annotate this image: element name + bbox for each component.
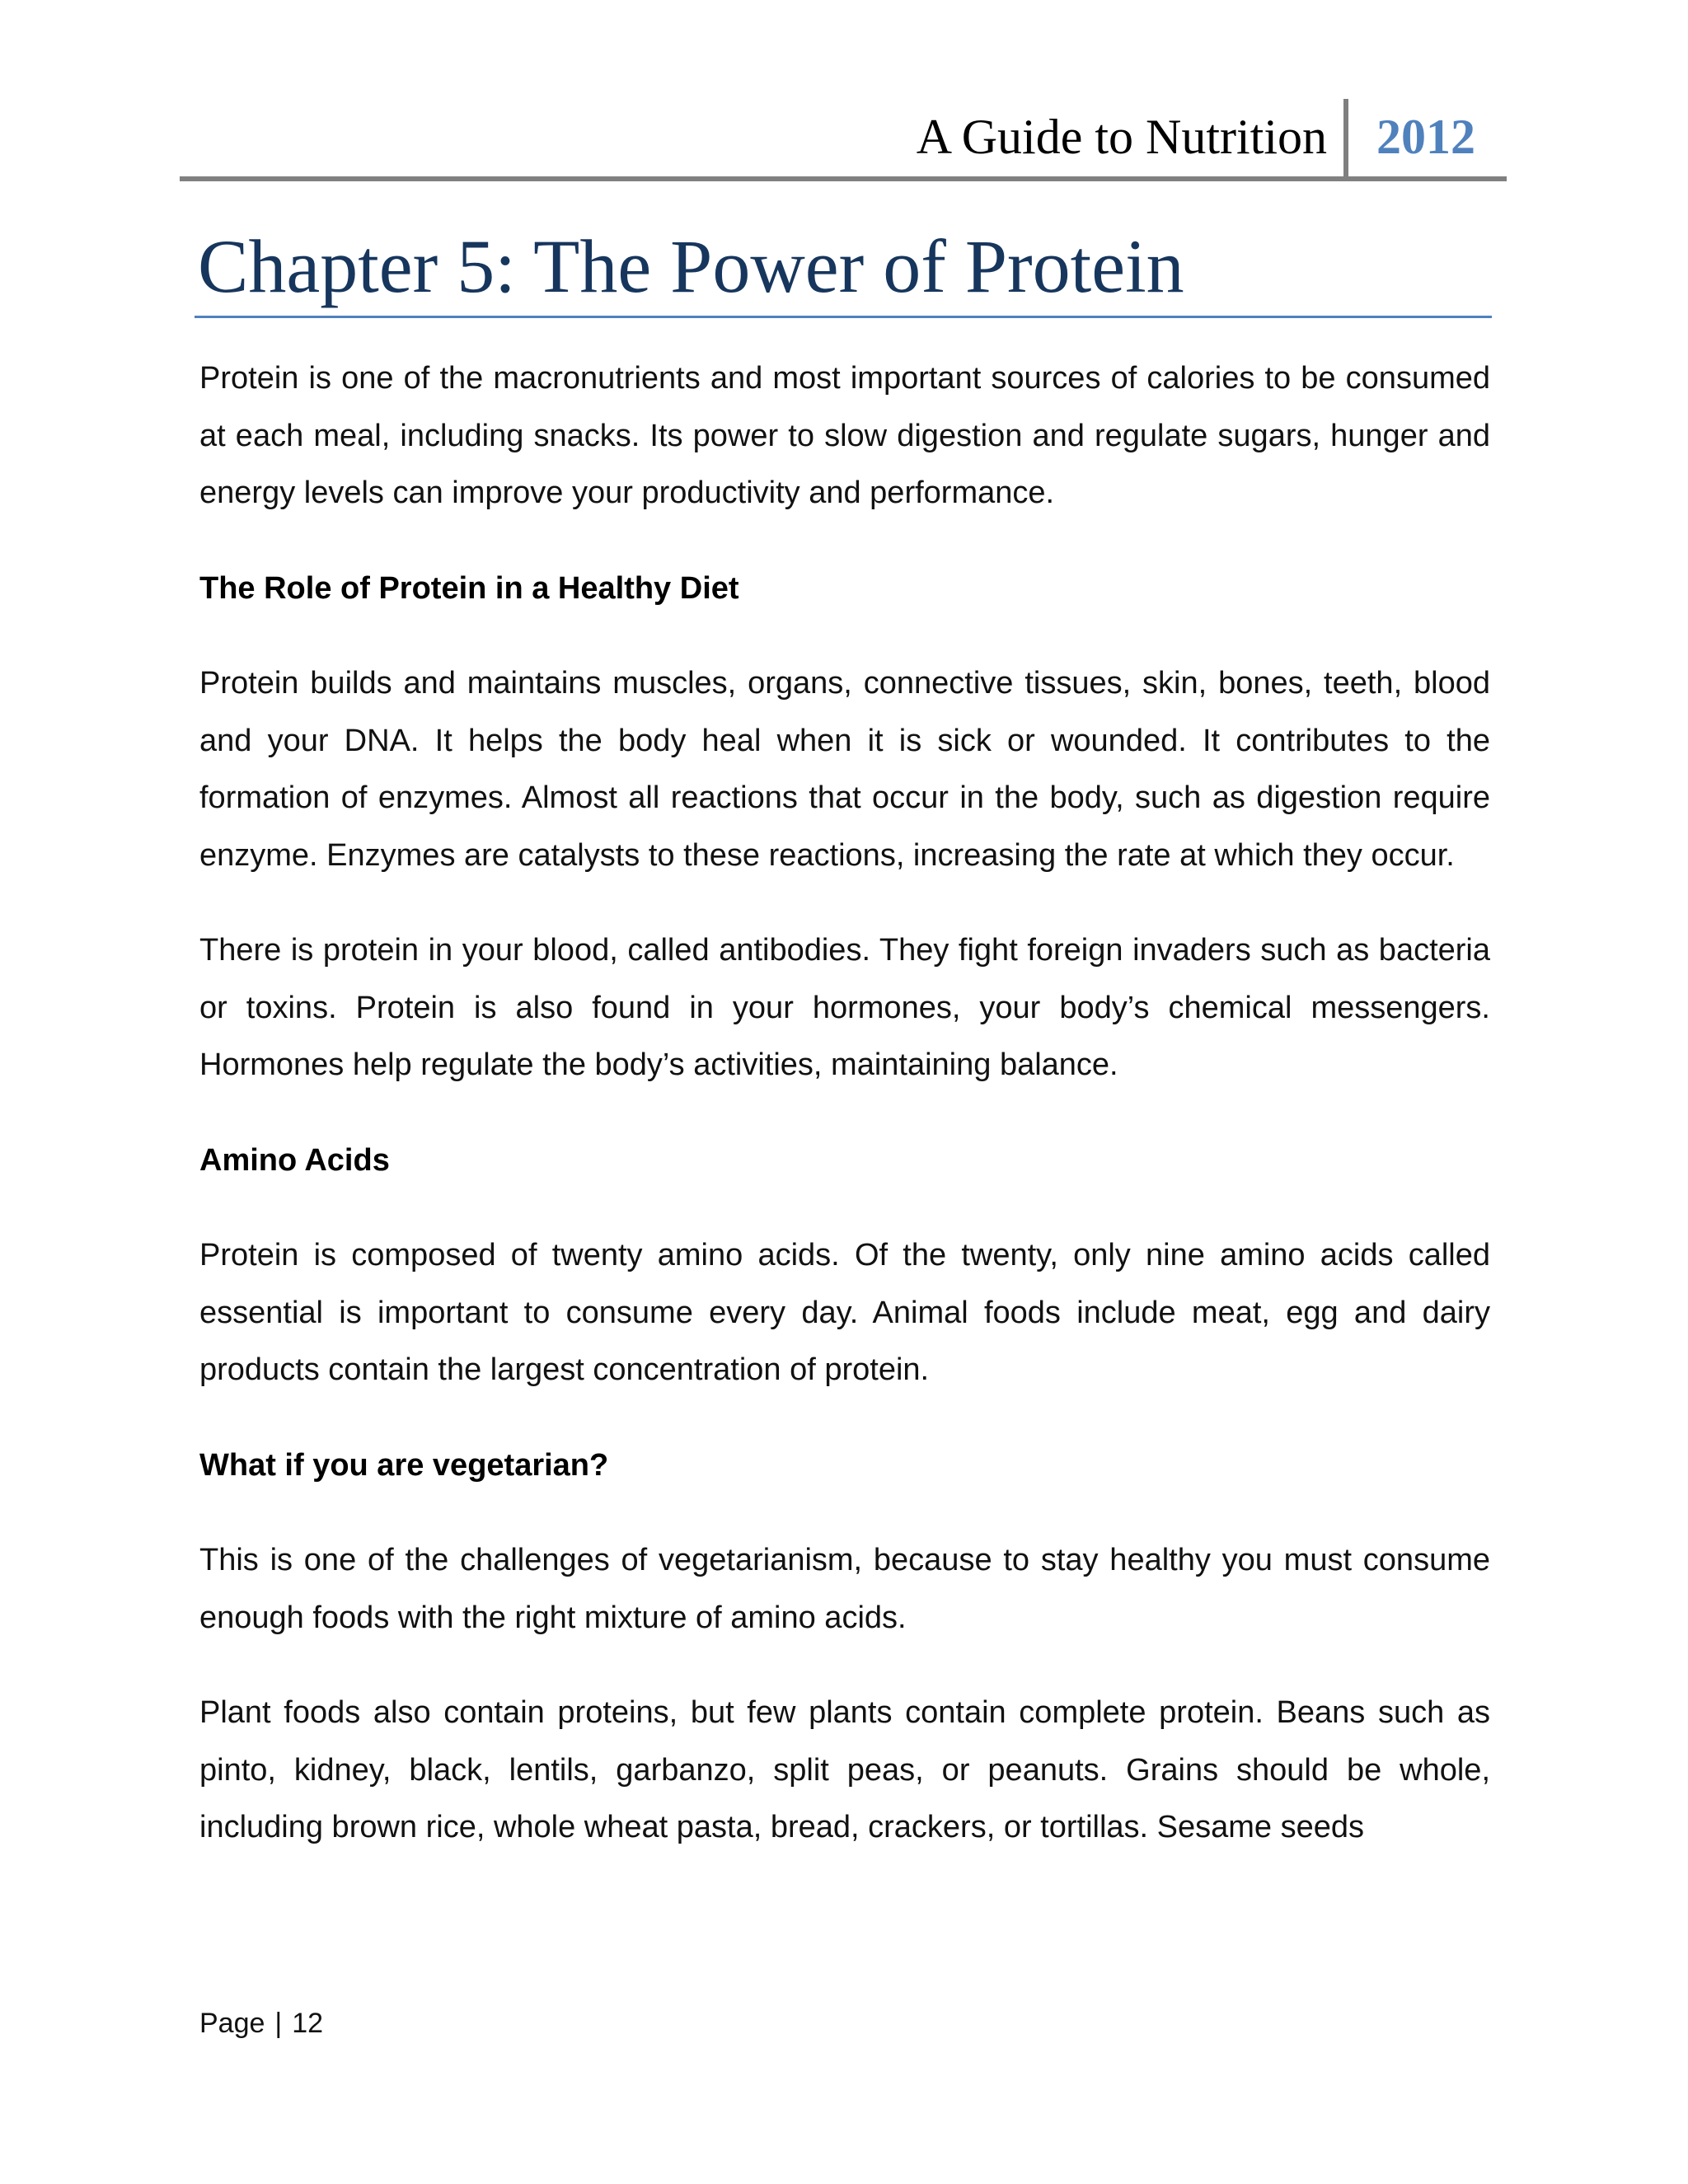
intro-paragraph: Protein is one of the macronutrients and most important sources of calories to be consumed at each meal, including snacks. Its power to slow digestion and regulate sugars, hunger and energy levels can improve your productivity and performance.	[199, 361, 1490, 510]
chapter-title: Chapter 5: The Power of Protein	[198, 224, 1184, 308]
vegetarian-paragraph-1: This is one of the challenges of vegetarianism, because to stay healthy you must consume enough foods with the right mixture of amino acids.	[199, 1543, 1490, 1635]
header-divider	[1343, 99, 1348, 178]
page-separator: |	[274, 2008, 283, 2039]
section-heading-amino: Amino Acids	[199, 1142, 390, 1178]
page-footer	[199, 2008, 323, 2040]
body-content	[199, 350, 1490, 1895]
running-header	[180, 99, 1507, 181]
title-rule	[195, 316, 1492, 318]
role-paragraph-2: There is protein in your blood, called antibodies. They fight foreign invaders such as bacteria or toxins. Protein is also found in your hormones, your body’s chemical messengers. Hormones help regulate the body’s activities, maintaining balance.	[199, 933, 1490, 1082]
header-year: 2012	[1376, 110, 1475, 164]
vegetarian-paragraph-2: Plant foods also contain proteins, but few plants contain complete protein. Beans such as pinto, kidney, black, lentils, garbanzo, split peas, or peanuts. Grains should be whole, including brown rice, whole wheat pasta, bread, crackers, or tortillas. Sesame seeds	[199, 1695, 1490, 1844]
page-label: Page	[199, 2008, 265, 2039]
role-paragraph-1: Protein builds and maintains muscles, organs, connective tissues, skin, bones, teeth, blood and your DNA. It helps the body heal when it is sick or wounded. It contributes to the formation of enzymes. Almost all reactions that occur in the body, such as digestion require enzyme. Enzymes are catalysts to these reactions, increasing the rate at which they occur.	[199, 666, 1490, 873]
amino-paragraph-1: Protein is composed of twenty amino acids. Of the twenty, only nine amino acids called essential is important to consume every day. Animal foods include meat, egg and dairy products contain the largest concentration of protein.	[199, 1238, 1490, 1387]
section-heading-role: The Role of Protein in a Healthy Diet	[199, 570, 739, 606]
section-heading-vegetarian: What if you are vegetarian?	[199, 1447, 609, 1483]
header-rule	[180, 176, 1507, 181]
header-title: A Guide to Nutrition	[916, 110, 1327, 164]
page-number: 12	[292, 2008, 324, 2039]
